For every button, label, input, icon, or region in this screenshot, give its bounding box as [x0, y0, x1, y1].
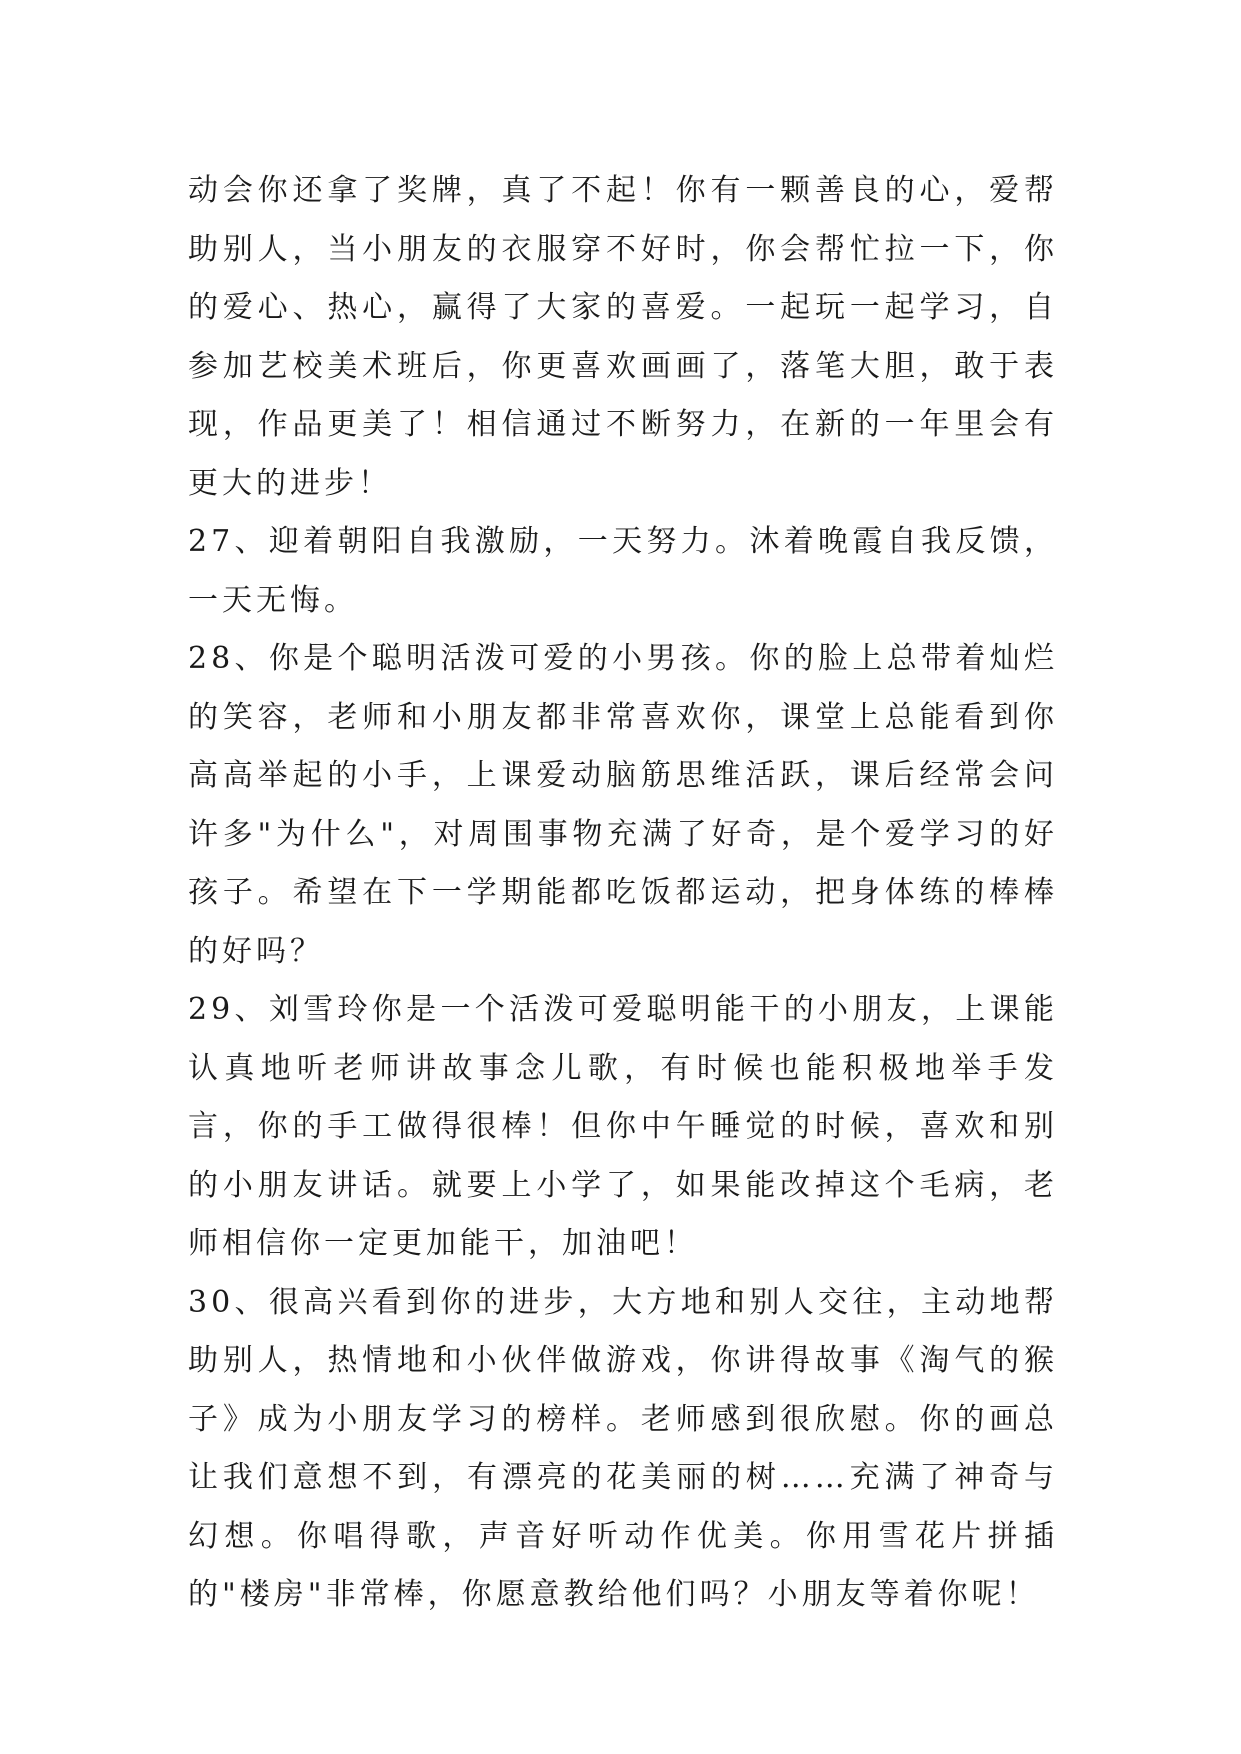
paragraph-30: 30、很高兴看到你的进步，大方地和别人交往，主动地帮助别人，热情地和小伙伴做游戏，你讲得故事《淘气的猴子》成为小朋友学习的榜样。老师感到很欣慰。你的画总让我们意想不到，有漂亮的花美丽的树……充满了神奇与幻想。你唱得歌，声音好听动作优美。你用雪花片拼插的"楼房"非常棒，你愿意教给他们吗？小朋友等着你呢！: [188, 1284, 1058, 1612]
paragraph-29: 29、刘雪玲你是一个活泼可爱聪明能干的小朋友，上课能认真地听老师讲故事念儿歌，有时候也能积极地举手发言，你的手工做得很棒！但你中午睡觉的时候，喜欢和别的小朋友讲话。就要上小学了，如果能改掉这个毛病，老师相信你一定更加能干，加油吧！: [188, 992, 1058, 1261]
paragraph-28: 28、你是个聪明活泼可爱的小男孩。你的脸上总带着灿烂的笑容，老师和小朋友都非常喜欢你，课堂上总能看到你高高举起的小手，上课爱动脑筋思维活跃，课后经常会问许多"为什么"，对周围事物充满了好奇，是个爱学习的好孩子。希望在下一学期能都吃饭都运动，把身体练的棒棒的好吗？: [188, 641, 1058, 969]
paragraph-continuation: 动会你还拿了奖牌，真了不起！你有一颗善良的心，爱帮助别人，当小朋友的衣服穿不好时，你会帮忙拉一下，你的爱心、热心，赢得了大家的喜爱。一起玩一起学习，自参加艺校美术班后，你更喜欢画画了，落笔大胆，敢于表现，作品更美了！相信通过不断努力，在新的一年里会有更大的进步！: [188, 173, 1058, 501]
paragraph-27: 27、迎着朝阳自我激励，一天努力。沐着晚霞自我反馈，一天无悔。: [188, 524, 1058, 618]
document-body: [188, 162, 1058, 1625]
